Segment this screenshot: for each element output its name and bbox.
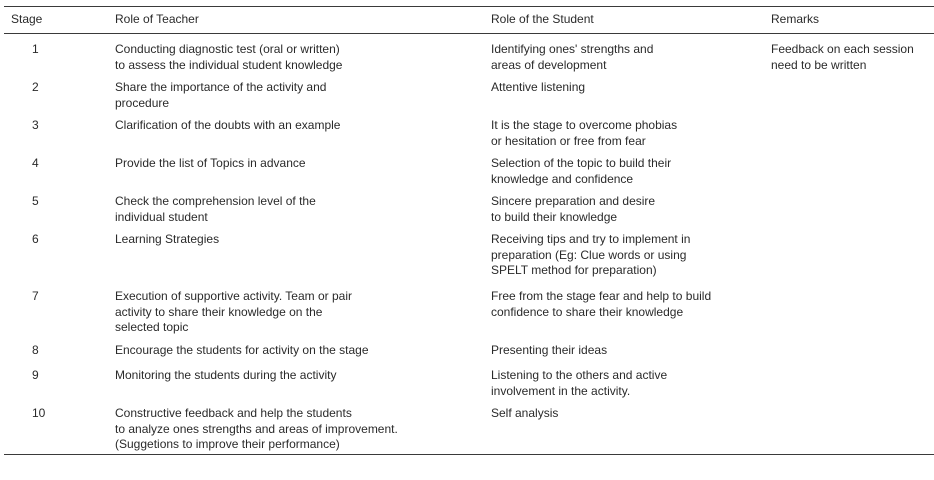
table-row (4, 118, 934, 156)
cell-stage: 8 (32, 343, 39, 357)
cell-remarks (771, 406, 934, 455)
cell-stage: 9 (32, 368, 39, 382)
cell-role-of-student: Free from the stage fear and help to build confidence to share their knowledge (491, 289, 712, 319)
table-row (4, 156, 934, 194)
cell-remarks (771, 80, 934, 118)
cell-role-of-student: It is the stage to overcome phobias or hesitation or free from fear (491, 118, 678, 148)
cell-stage: 10 (4, 406, 115, 455)
cell-remarks (771, 289, 934, 343)
table-row (4, 232, 934, 289)
header-stage: Stage (4, 7, 115, 34)
cell-role-of-teacher: Share the importance of the activity and procedure (115, 80, 327, 110)
cell-role-of-student: Attentive listening (491, 80, 586, 94)
table-header (4, 7, 934, 34)
table-row (4, 343, 934, 368)
table-row (4, 368, 934, 406)
cell-role-of-teacher: Constructive feedback and help the students to analyze ones strengths and areas of improvement. (Suggetions to improve their performance) (115, 406, 491, 455)
cell-remarks (771, 343, 934, 368)
table-row (4, 194, 934, 232)
cell-stage: 6 (32, 232, 39, 246)
stages-table (4, 6, 934, 455)
cell-role-of-teacher: Monitoring the students during the activity (115, 368, 337, 382)
table-row (4, 80, 934, 118)
cell-role-of-student: Sincere preparation and desire to build their knowledge (491, 194, 656, 224)
table-row (4, 406, 934, 455)
table-row (4, 34, 934, 81)
cell-remarks: Feedback on each session need to be written (771, 42, 914, 72)
cell-stage: 1 (32, 42, 39, 56)
cell-role-of-student: Self analysis (491, 406, 771, 455)
cell-remarks (771, 368, 934, 406)
header-remarks: Remarks (771, 7, 934, 34)
cell-role-of-student: Selection of the topic to build their knowledge and confidence (491, 156, 672, 186)
cell-remarks (771, 232, 934, 289)
cell-remarks (771, 194, 934, 232)
cell-remarks (771, 156, 934, 194)
cell-role-of-student: Listening to the others and active involvement in the activity. (491, 368, 668, 398)
cell-stage: 4 (32, 156, 39, 170)
cell-role-of-teacher: Check the comprehension level of the individual student (115, 194, 316, 224)
cell-remarks (771, 118, 934, 156)
table-row (4, 289, 934, 343)
cell-role-of-teacher: Learning Strategies (115, 232, 220, 246)
cell-role-of-teacher: Encourage the students for activity on the stage (115, 343, 369, 357)
cell-stage: 2 (32, 80, 39, 94)
cell-stage: 5 (32, 194, 39, 208)
header-row (4, 7, 934, 34)
table-body (4, 34, 934, 455)
cell-role-of-student: Presenting their ideas (491, 343, 608, 357)
cell-role-of-student: Identifying ones' strengths and areas of development (491, 42, 654, 72)
cell-stage: 3 (32, 118, 39, 132)
header-role-of-teacher: Role of Teacher (115, 7, 491, 34)
stages-table-container (4, 6, 928, 455)
cell-role-of-teacher: Conducting diagnostic test (oral or written) to assess the individual student knowledge (115, 42, 343, 72)
cell-role-of-teacher: Provide the list of Topics in advance (115, 156, 306, 170)
cell-role-of-teacher: Clarification of the doubts with an example (115, 118, 341, 132)
header-role-of-student: Role of the Student (491, 7, 771, 34)
cell-role-of-teacher: Execution of supportive activity. Team or pair activity to share their knowledge on the selected topic (115, 289, 352, 335)
cell-stage: 7 (32, 289, 39, 303)
cell-role-of-student: Receiving tips and try to implement in preparation (Eg: Clue words or using SPELT method for preparation) (491, 232, 691, 278)
